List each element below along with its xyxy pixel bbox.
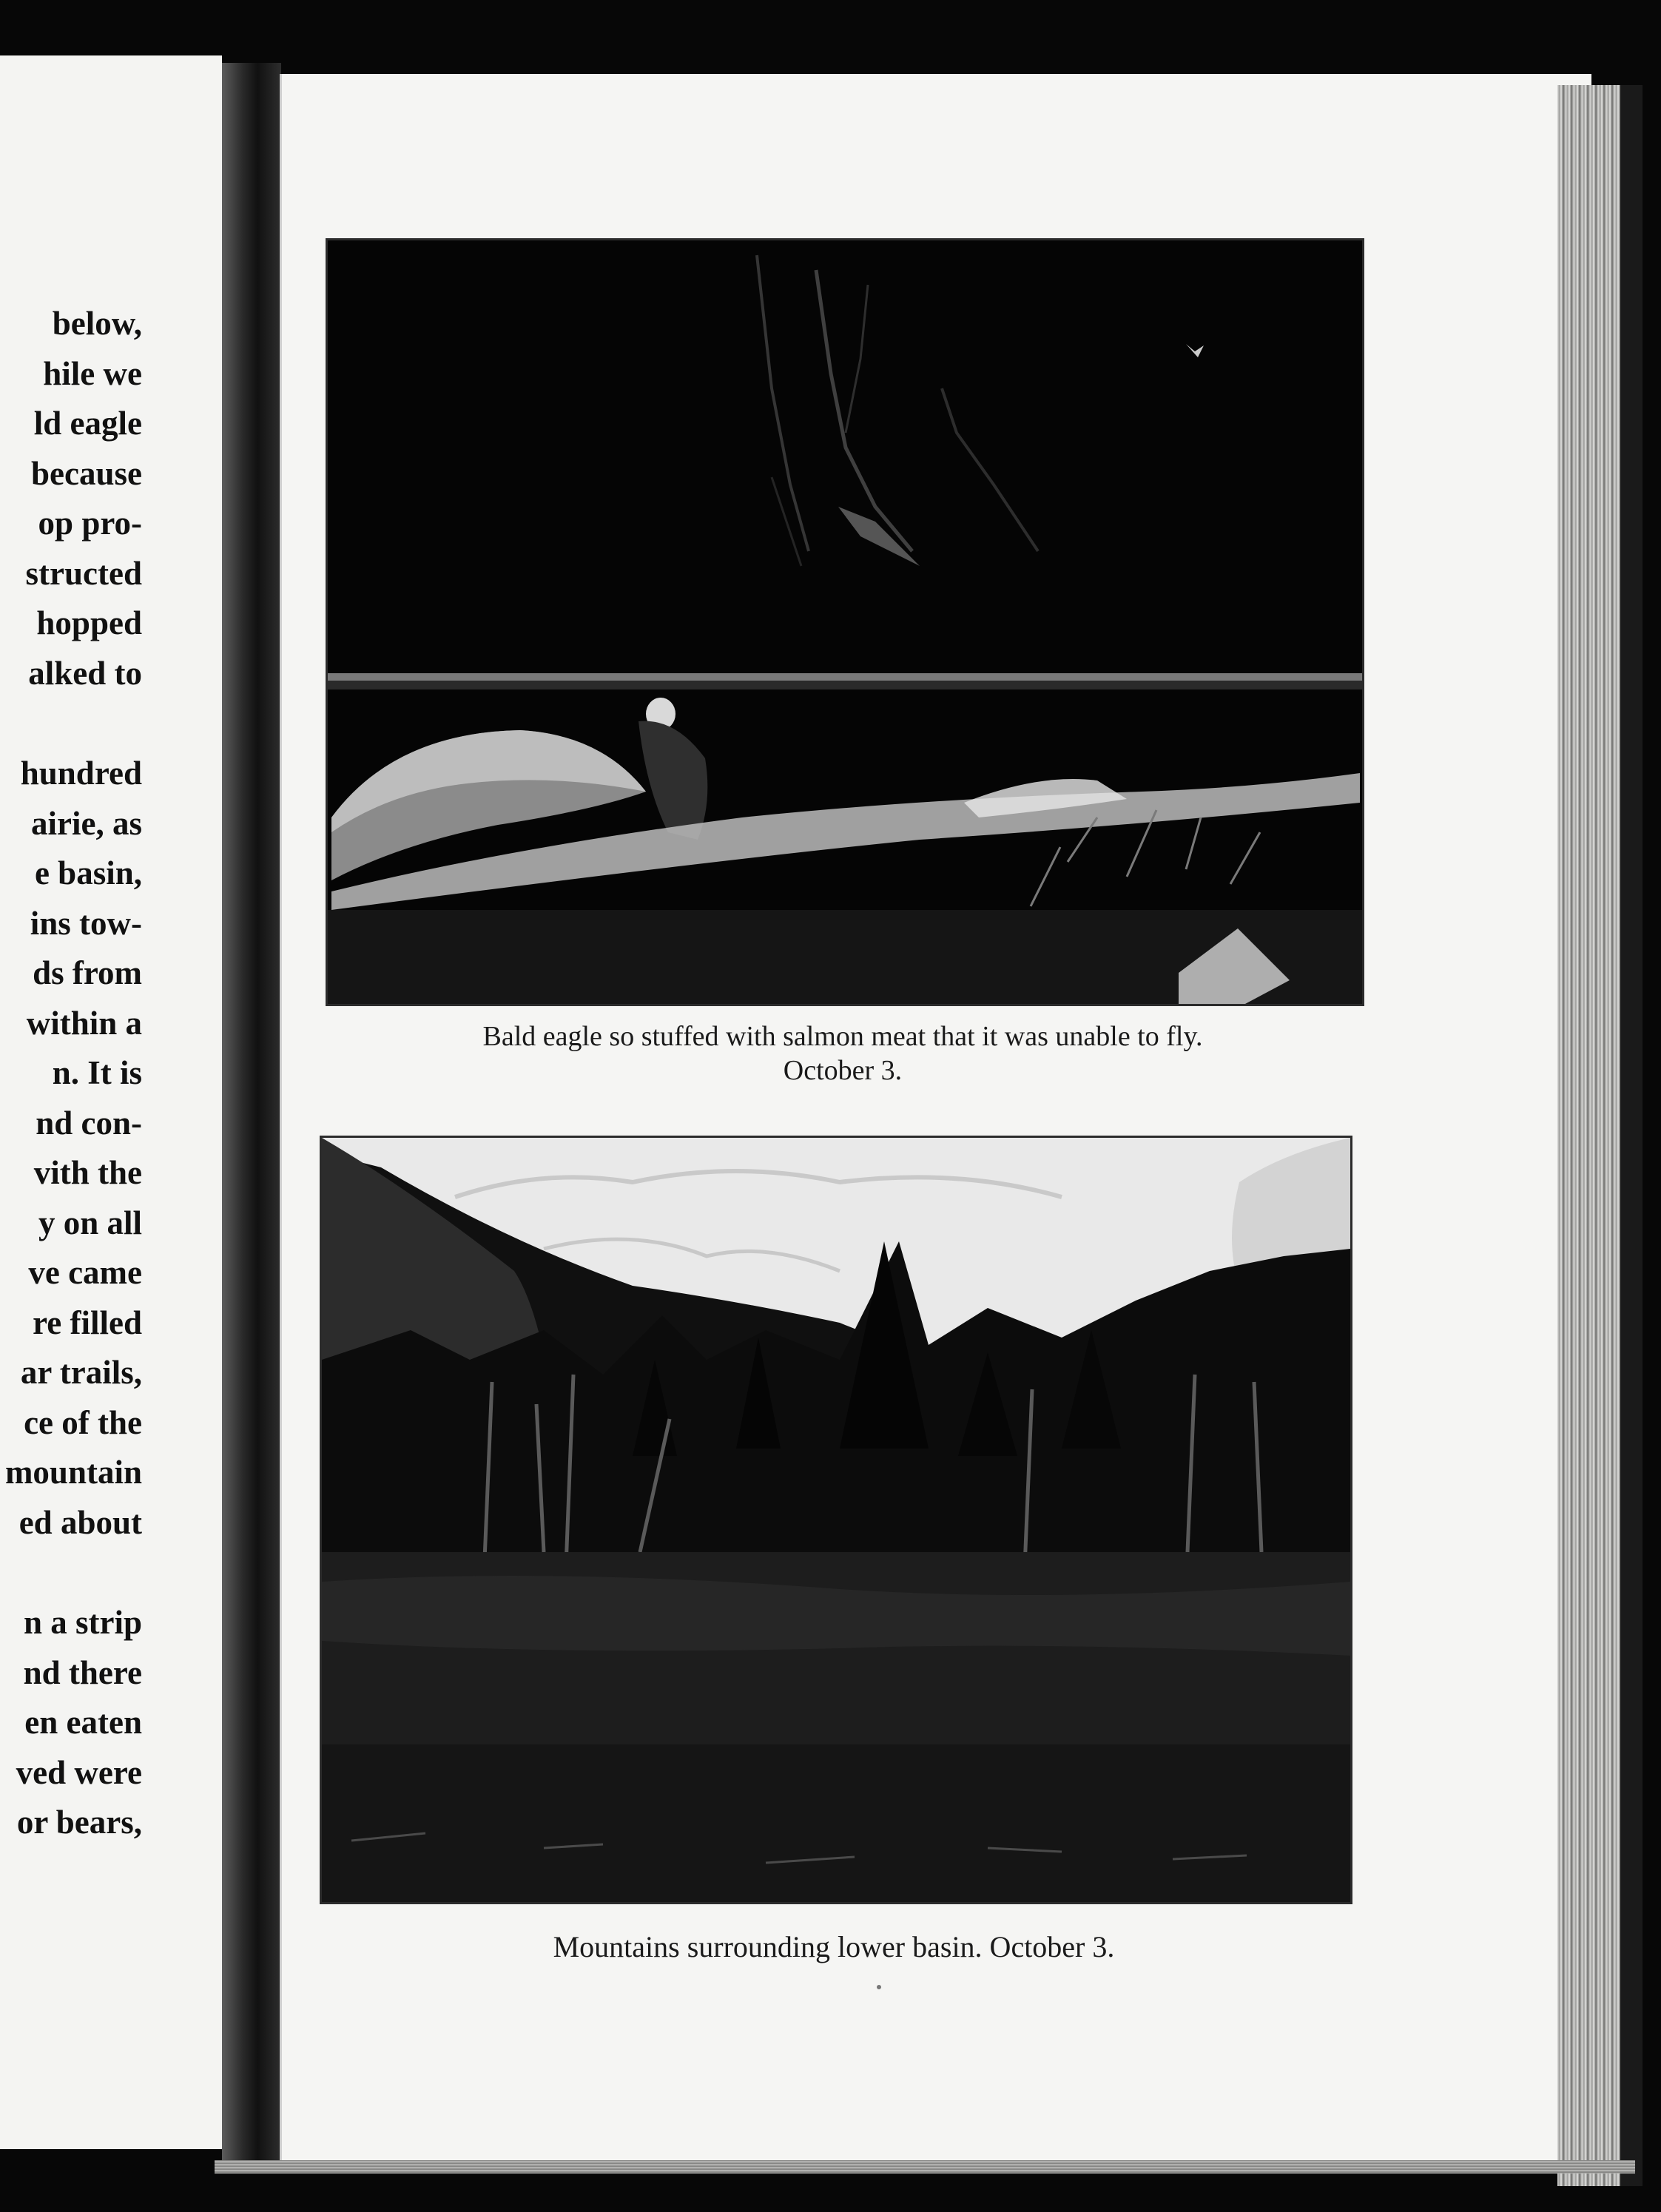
page-speck bbox=[877, 1985, 881, 1989]
photo-mountains-image bbox=[322, 1138, 1350, 1902]
text-line: en eaten bbox=[24, 1704, 142, 1741]
caption-line: Mountains surrounding lower basin. October 3. bbox=[553, 1930, 1115, 1963]
photo-caption bbox=[320, 1929, 1348, 1965]
text-line: structed bbox=[25, 555, 142, 592]
text-line: y on all bbox=[38, 1204, 142, 1241]
text-line: hundred bbox=[20, 755, 142, 792]
text-line: ds from bbox=[33, 954, 142, 991]
photo-caption bbox=[326, 1019, 1360, 1088]
text-line: nd there bbox=[23, 1654, 142, 1691]
text-line: re filled bbox=[33, 1304, 142, 1341]
text-line: ar trails, bbox=[20, 1354, 142, 1391]
text-line: hopped bbox=[36, 604, 142, 641]
text-line: within a bbox=[26, 1005, 142, 1042]
text-line: vith the bbox=[33, 1154, 142, 1191]
bottom-page-edge bbox=[215, 2160, 1635, 2174]
photo-mountains-lower-basin bbox=[320, 1136, 1352, 1904]
text-line: n a strip bbox=[23, 1604, 142, 1641]
text-line: op pro- bbox=[38, 505, 142, 542]
page-edges bbox=[1557, 85, 1643, 2186]
photo-bald-eagle bbox=[326, 238, 1364, 1006]
text-line: airie, as bbox=[31, 805, 142, 842]
text-line: mountain bbox=[4, 1454, 142, 1491]
text-line: ved were bbox=[16, 1754, 142, 1791]
caption-line: Bald eagle so stuffed with salmon meat that it was unable to fly. bbox=[482, 1021, 1203, 1052]
text-line: ce of the bbox=[24, 1404, 142, 1441]
text-line: below, bbox=[52, 305, 142, 342]
text-line: e basin, bbox=[34, 854, 142, 891]
text-line: ve came bbox=[28, 1254, 142, 1291]
text-line: ins tow- bbox=[30, 905, 142, 942]
text-line: alked to bbox=[28, 655, 142, 692]
text-line: ld eagle bbox=[33, 405, 142, 442]
text-line: because bbox=[31, 455, 142, 492]
caption-date: October 3. bbox=[783, 1055, 903, 1086]
edge-shadow bbox=[1620, 85, 1643, 2186]
text-line: n. It is bbox=[52, 1054, 142, 1091]
book-gutter bbox=[222, 63, 281, 2164]
text-line: or bears, bbox=[16, 1804, 142, 1841]
left-page bbox=[0, 55, 222, 2149]
text-line: hile we bbox=[43, 355, 142, 392]
text-line: ed about bbox=[18, 1504, 142, 1541]
photo-bald-eagle-image bbox=[328, 240, 1362, 1004]
text-line: nd con- bbox=[36, 1105, 142, 1142]
